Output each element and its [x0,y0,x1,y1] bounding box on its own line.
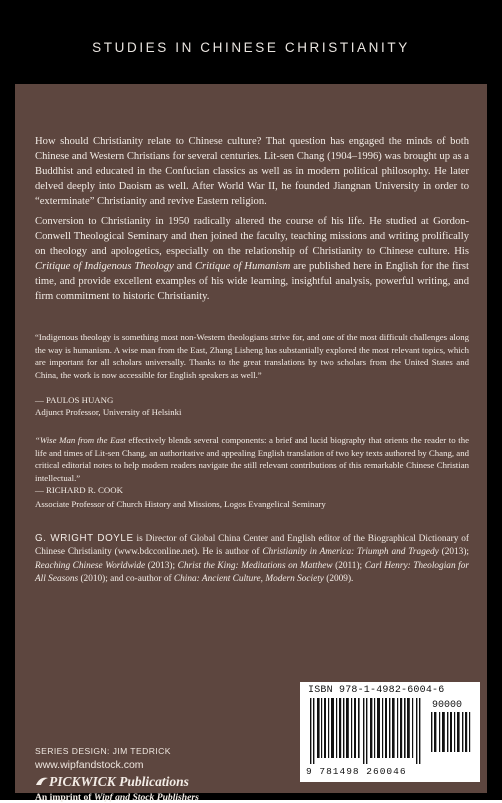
isbn-number: ISBN 978-1-4982-6004-6 [308,685,445,696]
author-bio-text: (2013); [145,560,178,571]
imprint-line [35,792,199,803]
pickwick-emblem-icon [35,775,49,787]
endorsement-1-affiliation: Adjunct Professor, University of Helsinki [35,407,182,417]
author-bio-text: (2013); [438,547,469,558]
author-book-title: Christ the King: Meditations on Matthew [177,560,333,571]
endorsement-2-text: effectively blends several components: a brief and lucid biography that orients the reader to the life and times of Lit-sen Chang, an authoritative and appealing English translation of two key texts authored by Chang, and critical editorial notes to help modern readers navigate the still relevant contributions of this remarkable Chinese Christian intellectual.” [35,435,469,483]
publisher-website[interactable]: www.wipfandstock.com [35,759,144,771]
description-paragraph-2 [35,214,469,305]
book-title-humanism: Critique of Humanism [194,261,291,273]
author-book-title: Christianity in America: Triumph and Tragedy [262,547,439,558]
author-bio-text: (2009). [323,573,354,584]
author-bio [35,532,469,586]
book-title-indigenous-theology: Critique of Indigenous Theology [35,261,174,273]
ean-barcode-bars [308,698,424,764]
publisher-name: PICKWICK Publications [49,774,189,789]
series-title: STUDIES IN CHINESE CHRISTIANITY [92,40,410,55]
paragraph-2-text-b: are published here in English for the first time, and provide excellent examples of his wide learning, insightful analysis, powerful writing, and firm commitment to historic Christianity. [35,261,469,303]
imprint-prefix: An imprint of [35,792,94,803]
price-code: 90000 [432,700,463,711]
endorsement-2-book-title: “Wise Man from the East [35,435,126,445]
publisher-logo [35,774,189,790]
author-book-title: Reaching Chinese Worldwide [35,560,146,571]
paragraph-2-text-a: Conversion to Christianity in 1950 radically altered the course of his life. He studied at Gordon-Conwell Theological Seminary and then joined the faculty, teaching missions and writing prolifically on theology and apologetics, especially on the relationship of Christianity to Chinese culture. His [35,216,469,258]
endorsement-2-name: — RICHARD R. COOK [35,485,123,495]
price-barcode-bars [430,712,474,752]
series-header [0,0,502,84]
imprint-publisher-name: Wipf and Stock Publishers [93,792,199,803]
description-paragraph-1: How should Christianity relate to Chinese culture? That question has engaged the minds of both Chinese and Western Christians for several centuries. Lit-sen Chang (1904–1996) was brought up as a Buddhist and educated in the Confucian classics as well as in modern political philosophy. He later delved deeply into Daoism as well. After World War II, he founded Jiangnan University in order to “exterminate” Christianity and revive Eastern religion. [35,136,469,208]
author-bio-text: is Director of Global China Center and English editor of the Biographical Dictionary of Chinese Christianity (www.bdcconline.net). He is author of [35,534,470,558]
author-name: G. WRIGHT DOYLE [35,533,134,544]
author-book-title: Carl Henry: Theologian for All Seasons [35,560,470,584]
author-bio-text: (2010); and co-author of [78,573,174,584]
series-design-credit: SERIES DESIGN: JIM TEDRICK [35,746,171,756]
cover-panel [15,84,487,803]
endorsement-1-name: — PAULOS HUANG [35,395,114,405]
endorsement-2-quote [35,434,469,484]
isbn-barcode [300,682,480,782]
endorsement-2-affiliation: Associate Professor of Church History and Missions, Logos Evangelical Seminary [35,499,326,509]
author-book-title: China: Ancient Culture, Modern Society [173,573,324,584]
paragraph-2-and: and [173,261,195,273]
author-bio-text: (2011); [332,560,365,571]
endorsement-1-quote: “Indigenous theology is something most non-Western theologians strive for, and one of the most difficult challenges along the way is humanism. A wise man from the East, Zhang Lisheng has substantially explored the most relevant topics, which are important for all scholars universally. Thanks to the great translations by two scholars from the United States and China, the work is now accessible for English speakers as well.” [35,332,469,380]
ean-digits: 9 781498 260046 [306,766,407,777]
